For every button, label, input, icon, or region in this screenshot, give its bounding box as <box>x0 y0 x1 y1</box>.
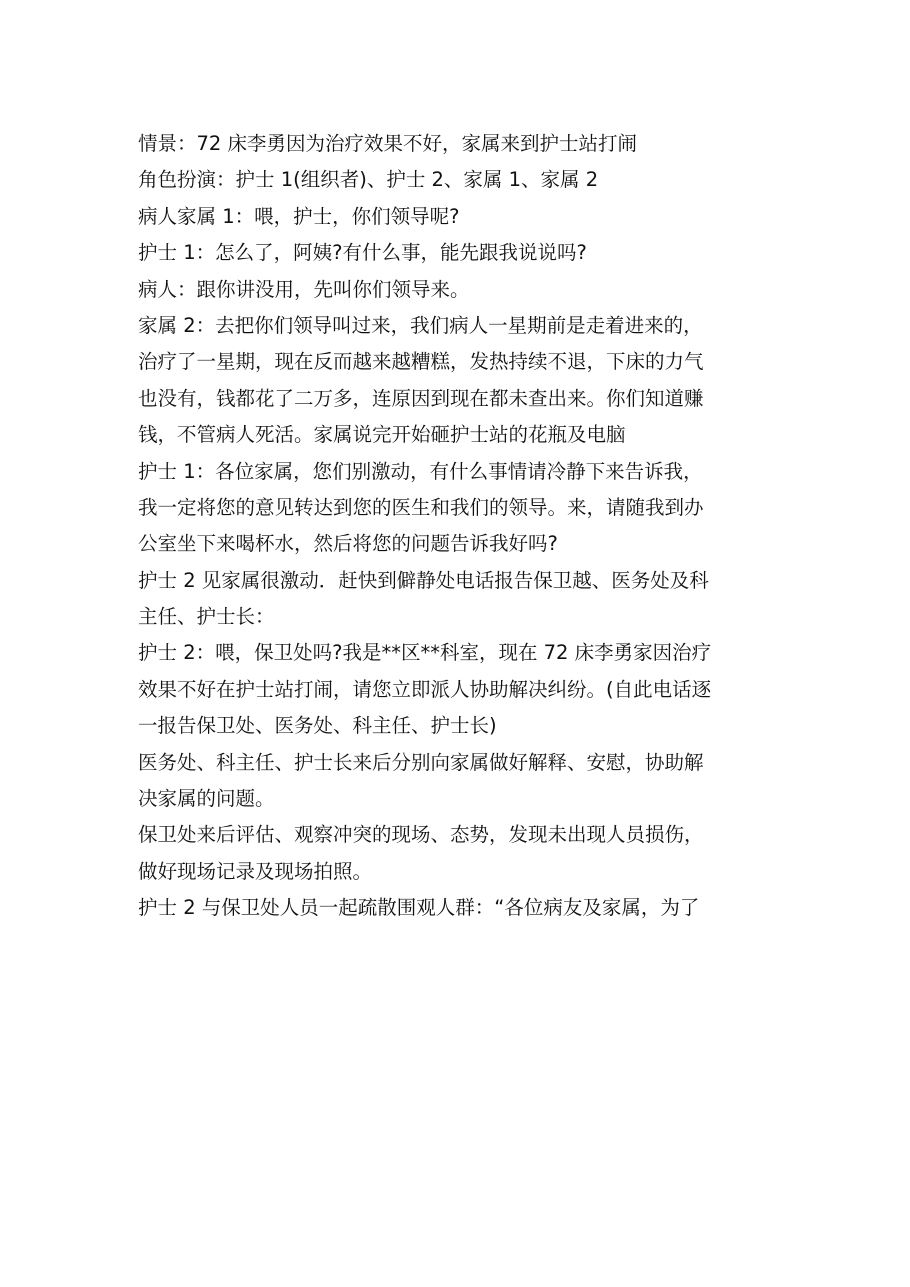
paragraph-scenario <box>138 126 778 162</box>
text-line: 主任、护士长： <box>138 605 275 629</box>
text-line: 决家属的问题。 <box>138 787 275 811</box>
paragraph-security <box>138 817 778 890</box>
paragraph-nurse-1 <box>138 235 778 271</box>
paragraph-family-2 <box>138 308 778 454</box>
text-line: 病人：跟你讲没用，先叫你们领导来。 <box>138 277 470 301</box>
paragraph-family-1 <box>138 199 778 235</box>
text-line: 医务处、科主任、护士长来后分别向家属做好解释、安慰，协助解 <box>138 750 704 774</box>
text-line: 病人家属 1：喂，护士，你们领导呢? <box>138 204 460 228</box>
text-line: 护士 1：怎么了，阿姨?有什么事，能先跟我说说吗? <box>138 241 587 265</box>
text-line: 家属 2：去把你们领导叫过来，我们病人一星期前是走着进来的， <box>138 313 703 337</box>
paragraph-crowd-dispersal <box>138 890 778 926</box>
text-line: 我一定将您的意见转达到您的医生和我们的领导。来，请随我到办 <box>138 495 704 519</box>
document-body <box>138 126 778 927</box>
text-line: 钱，不管病人死活。家属说完开始砸护士站的花瓶及电脑 <box>138 423 626 447</box>
text-line: 护士 2：喂，保卫处吗?我是**区**科室，现在 72 床李勇家因治疗 <box>138 641 712 665</box>
paragraph-nurse-2-action <box>138 563 778 636</box>
text-line: 护士 2 与保卫处人员一起疏散围观人群：“各位病友及家属，为了 <box>138 896 700 920</box>
text-line: 治疗了一星期，现在反而越来越糟糕，发热持续不退，下床的力气 <box>138 350 704 374</box>
text-line: 角色扮演：护士 1(组织者)、护士 2、家属 1、家属 2 <box>138 168 599 192</box>
text-line: 效果不好在护士站打闹，请您立即派人协助解决纠纷。(自此电话逐 <box>138 677 712 701</box>
text-line: 护士 2 见家属很激动．赶快到僻静处电话报告保卫越、医务处及科 <box>138 568 709 592</box>
paragraph-medical-office <box>138 745 778 818</box>
text-line: 情景：72 床李勇因为治疗效果不好，家属来到护士站打闹 <box>138 132 638 155</box>
paragraph-roles <box>138 162 778 198</box>
paragraph-nurse-1-response <box>138 454 778 563</box>
text-line: 公室坐下来喝杯水，然后将您的问题告诉我好吗? <box>138 532 558 556</box>
text-line: 护士 1：各位家属，您们别激动，有什么事情请冷静下来告诉我， <box>138 459 703 483</box>
paragraph-nurse-2-call <box>138 635 778 744</box>
text-line: 保卫处来后评估、观察冲突的现场、态势，发现未出现人员损伤， <box>138 823 704 847</box>
paragraph-patient <box>138 272 778 308</box>
text-line: 做好现场记录及现场拍照。 <box>138 859 373 883</box>
text-line: 一报告保卫处、医务处、科主任、护士长) <box>138 714 497 738</box>
text-line: 也没有，钱都花了二万多，连原因到现在都未查出来。你们知道赚 <box>138 386 704 410</box>
